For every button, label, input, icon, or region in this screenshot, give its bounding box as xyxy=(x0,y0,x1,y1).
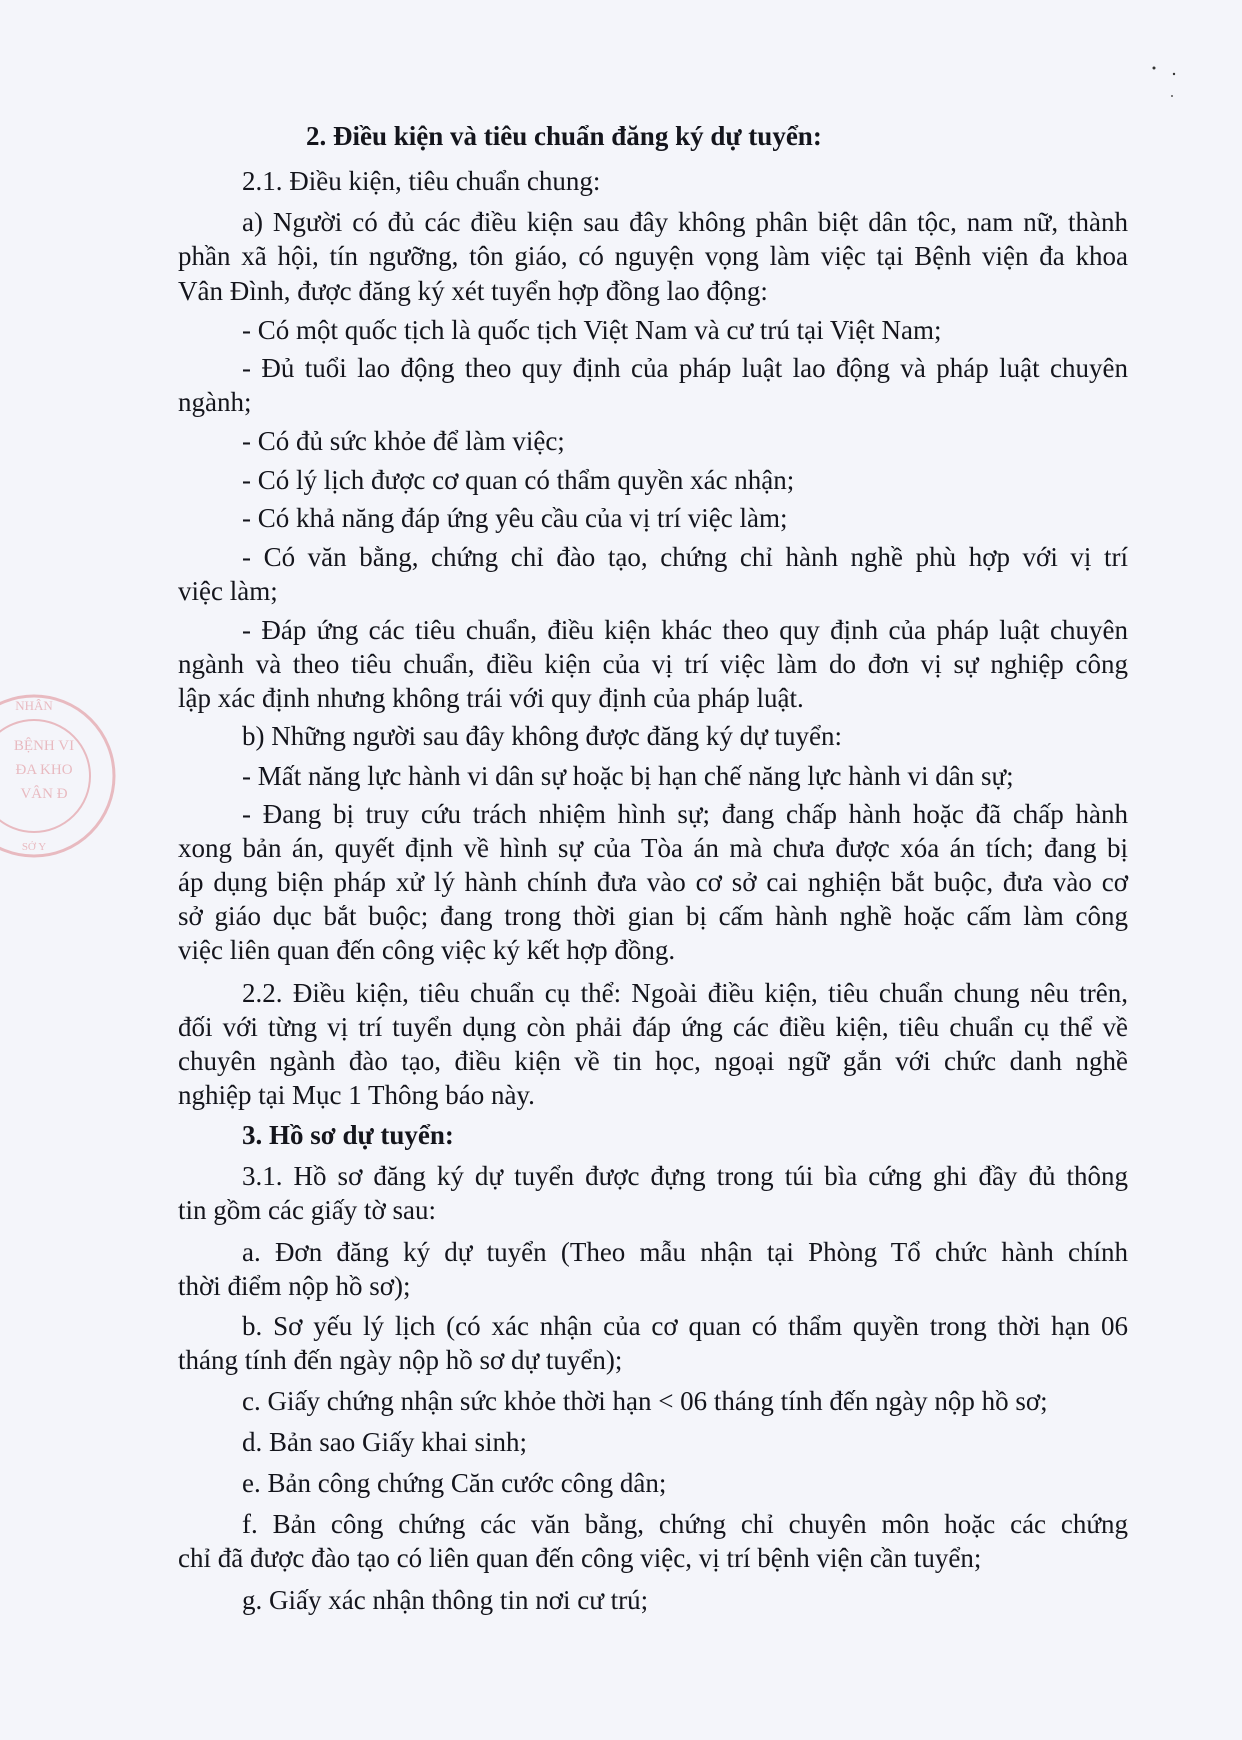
paragraph-line: tháng tính đến ngày nộp hồ sơ dự tuyển); xyxy=(178,1345,623,1375)
list-item: - Có văn bằng, chứng chỉ đào tạo, chứng chỉ hành nghề phù hợp với vị trí xyxy=(242,542,1128,572)
subsection-line: 3.1. Hồ sơ đăng ký dự tuyển được đựng trong túi bìa cứng ghi đầy đủ thông xyxy=(242,1161,1128,1191)
subsection-heading-2-1: 2.1. Điều kiện, tiêu chuẩn chung: xyxy=(242,166,601,196)
scan-specks xyxy=(1150,60,1190,110)
subsection-line: 2.2. Điều kiện, tiêu chuẩn cụ thể: Ngoài điều kiện, tiêu chuẩn chung nêu trên, xyxy=(242,978,1128,1008)
paragraph-line: Vân Đình, được đăng ký xét tuyển hợp đồng lao động: xyxy=(178,276,768,306)
stamp-text-top: NHÂN xyxy=(15,698,53,713)
list-item: c. Giấy chứng nhận sức khỏe thời hạn < 06 tháng tính đến ngày nộp hồ sơ; xyxy=(242,1386,1048,1416)
section-heading-2: 2. Điều kiện và tiêu chuẩn đăng ký dự tuyển: xyxy=(306,121,822,151)
list-item: g. Giấy xác nhận thông tin nơi cư trú; xyxy=(242,1585,649,1615)
paragraph-line: ngành; xyxy=(178,387,252,417)
list-item: f. Bản công chứng các văn bằng, chứng chỉ chuyên môn hoặc các chứng xyxy=(242,1509,1128,1539)
paragraph-line: áp dụng biện pháp xử lý hành chính đưa vào cơ sở cai nghiện bắt buộc, đưa vào cơ xyxy=(178,867,1128,897)
paragraph-line: việc làm; xyxy=(178,576,278,606)
paragraph-line: nghiệp tại Mục 1 Thông báo này. xyxy=(178,1080,535,1110)
paragraph-line: chuyên ngành đào tạo, điều kiện về tin học, ngoại ngữ gắn với chức danh nghề xyxy=(178,1046,1128,1076)
paragraph-line: sở giáo dục bắt buộc; đang trong thời gian bị cấm hành nghề hoặc cấm làm công xyxy=(178,901,1128,931)
paragraph-line: đối với từng vị trí tuyển dụng còn phải đáp ứng các điều kiện, tiêu chuẩn cụ thể về xyxy=(178,1012,1128,1042)
list-item: - Có một quốc tịch là quốc tịch Việt Nam và cư trú tại Việt Nam; xyxy=(242,315,942,345)
list-item: - Đáp ứng các tiêu chuẩn, điều kiện khác theo quy định của pháp luật chuyên xyxy=(242,615,1128,645)
list-item: a. Đơn đăng ký dự tuyển (Theo mẫu nhận tại Phòng Tổ chức hành chính xyxy=(242,1237,1128,1267)
list-item: - Có lý lịch được cơ quan có thẩm quyền xác nhận; xyxy=(242,465,795,495)
stamp-text-line3: VÂN Đ xyxy=(20,786,68,802)
paragraph-line: b) Những người sau đây không được đăng ký dự tuyển: xyxy=(242,721,843,751)
paragraph-line: việc liên quan đến công việc ký kết hợp đồng. xyxy=(178,935,676,965)
list-item: e. Bản công chứng Căn cước công dân; xyxy=(242,1468,667,1498)
list-item: - Mất năng lực hành vi dân sự hoặc bị hạn chế năng lực hành vi dân sự; xyxy=(242,761,1014,791)
list-item: - Có khả năng đáp ứng yêu cầu của vị trí việc làm; xyxy=(242,503,788,533)
paragraph-line: lập xác định nhưng không trái với quy định của pháp luật. xyxy=(178,683,804,713)
red-seal-stamp-icon xyxy=(0,690,120,862)
stamp-text-line1: BỆNH VI xyxy=(13,738,75,754)
paragraph-line: thời điểm nộp hồ sơ); xyxy=(178,1271,411,1301)
paragraph-line: a) Người có đủ các điều kiện sau đây không phân biệt dân tộc, nam nữ, thành xyxy=(242,207,1128,237)
paragraph-line: ngành và theo tiêu chuẩn, điều kiện của vị trí việc làm do đơn vị sự nghiệp công xyxy=(178,649,1128,679)
paragraph-line: chỉ đã được đào tạo có liên quan đến công việc, vị trí bệnh viện cần tuyển; xyxy=(178,1543,982,1573)
paragraph-line: tin gồm các giấy tờ sau: xyxy=(178,1195,436,1225)
stamp-text-line2: ĐA KHO xyxy=(15,762,73,778)
list-item: d. Bản sao Giấy khai sinh; xyxy=(242,1427,527,1457)
list-item: - Đủ tuổi lao động theo quy định của pháp luật lao động và pháp luật chuyên xyxy=(242,353,1128,383)
list-item: - Có đủ sức khỏe để làm việc; xyxy=(242,426,565,456)
list-item: - Đang bị truy cứu trách nhiệm hình sự; đang chấp hành hoặc đã chấp hành xyxy=(242,799,1128,829)
list-item: b. Sơ yếu lý lịch (có xác nhận của cơ quan có thẩm quyền trong thời hạn 06 xyxy=(242,1311,1128,1341)
paragraph-line: phần xã hội, tín ngưỡng, tôn giáo, có nguyện vọng làm việc tại Bệnh viện đa khoa xyxy=(178,241,1128,271)
stamp-text-bottom: SỞ Y xyxy=(21,841,47,853)
paragraph-line: xong bản án, quyết định về hình sự của Tòa án mà chưa được xóa án tích; đang bị xyxy=(178,833,1128,863)
section-heading-3: 3. Hồ sơ dự tuyển: xyxy=(242,1120,454,1150)
